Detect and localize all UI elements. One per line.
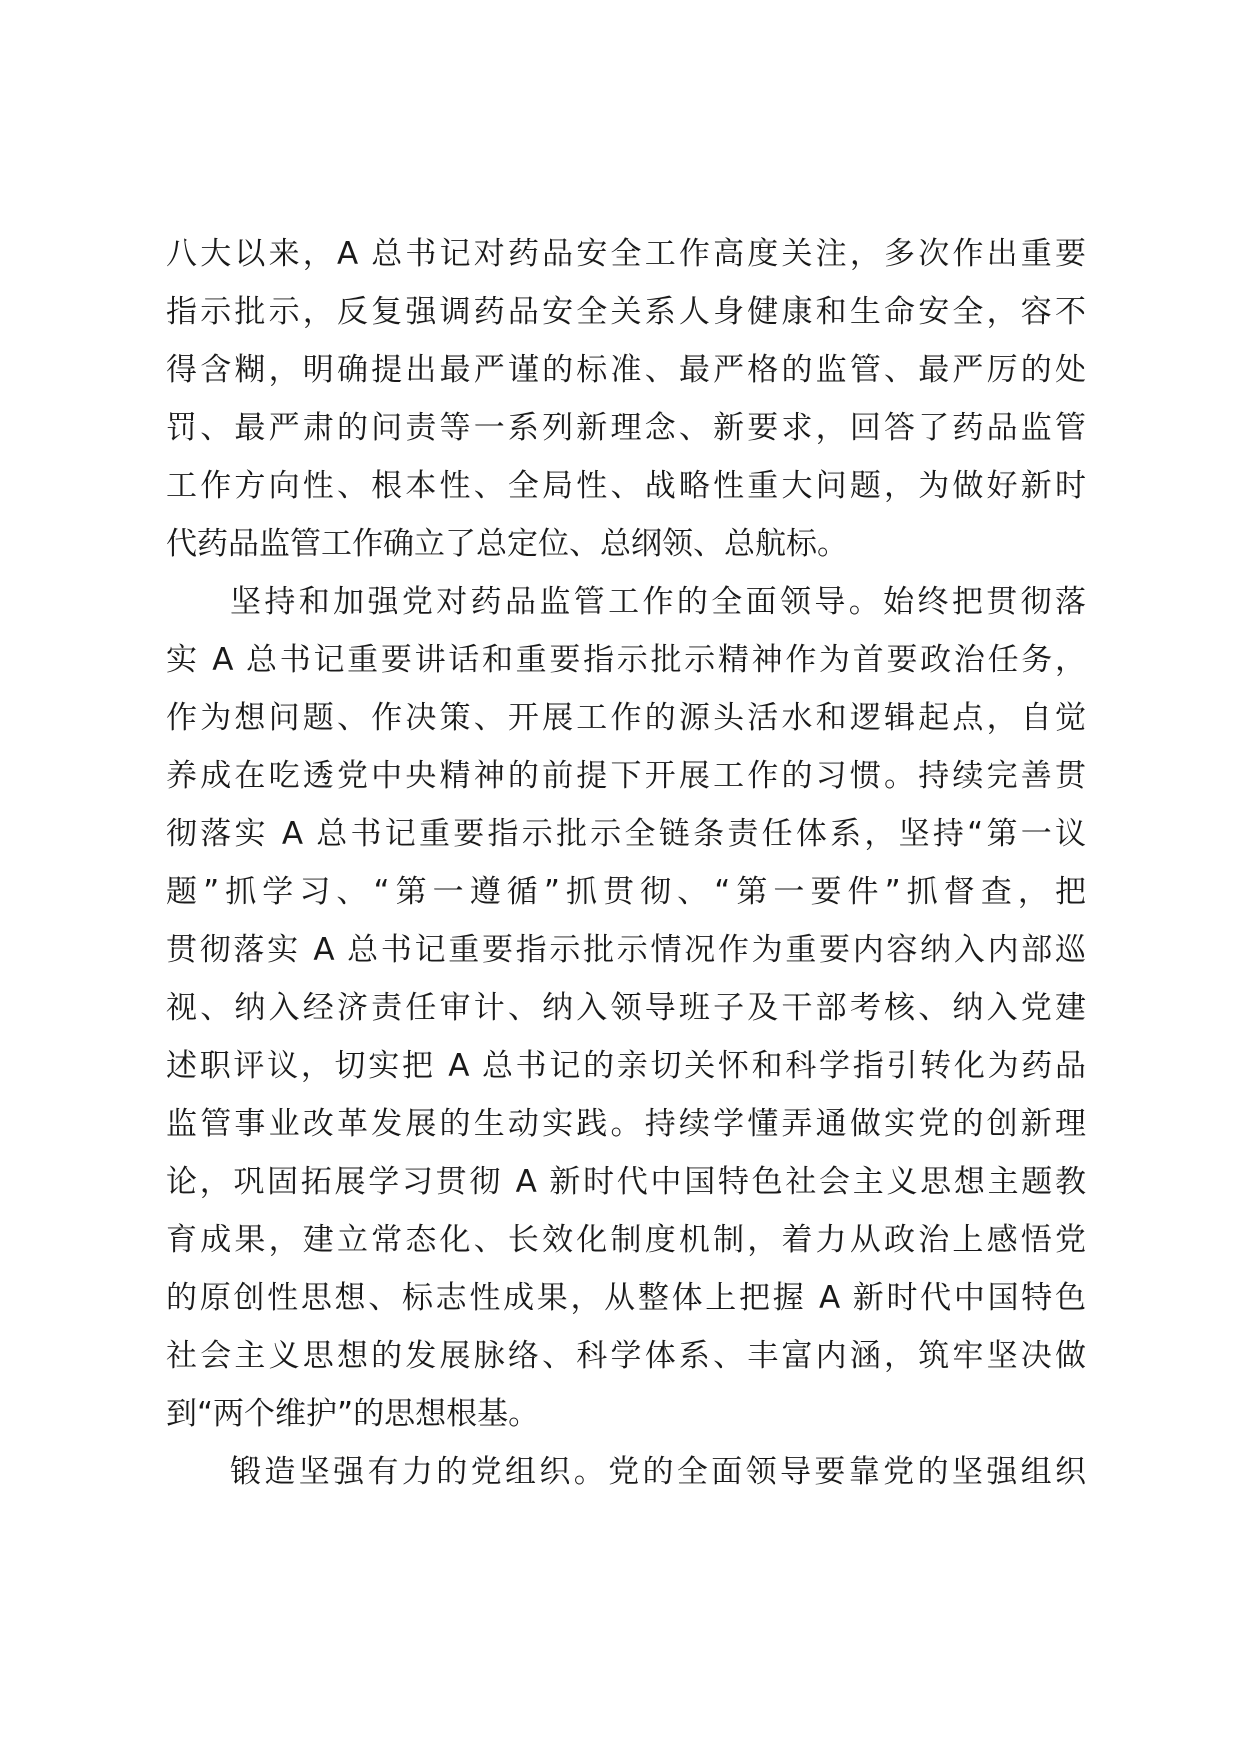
text-line: 代药品监管工作确立了总定位、总纲领、总航标。 [166,526,848,562]
text-line: 监管事业改革发展的生动实践。持续学懂弄通做实党的创新理 [166,1106,1086,1142]
text-line: 视、纳入经济责任审计、纳入领导班子及干部考核、纳入党建 [166,990,1086,1026]
text-line: 指示批示，反复强调药品安全关系人身健康和生命安全，容不 [166,294,1086,330]
text-line: 彻落实 A 总书记重要指示批示全链条责任体系，坚持“第一议 [166,816,1086,852]
text-line: 作为想问题、作决策、开展工作的源头活水和逻辑起点，自觉 [166,700,1086,736]
text-line: 得含糊，明确提出最严谨的标准、最严格的监管、最严厉的处 [166,352,1086,388]
text-line: 贯彻落实 A 总书记重要指示批示情况作为重要内容纳入内部巡 [166,932,1086,968]
text-line: 的原创性思想、标志性成果，从整体上把握 A 新时代中国特色 [166,1280,1086,1316]
text-line: 实 A 总书记重要讲话和重要指示批示精神作为首要政治任务， [166,642,1086,678]
text-line: 八大以来，A 总书记对药品安全工作高度关注，多次作出重要 [166,236,1086,272]
text-line: 养成在吃透党中央精神的前提下开展工作的习惯。持续完善贯 [166,758,1086,794]
text-line: 题”抓学习、“第一遵循”抓贯彻、“第一要件”抓督查，把 [166,874,1086,910]
paragraph-heading-line: 锻造坚强有力的党组织。党的全面领导要靠党的坚强组织 [230,1454,1086,1490]
text-line: 工作方向性、根本性、全局性、战略性重大问题，为做好新时 [166,468,1086,504]
text-line: 述职评议，切实把 A 总书记的亲切关怀和科学指引转化为药品 [166,1048,1086,1084]
text-line: 社会主义思想的发展脉络、科学体系、丰富内涵，筑牢坚决做 [166,1338,1086,1374]
text-line: 育成果，建立常态化、长效化制度机制，着力从政治上感悟党 [166,1222,1086,1258]
paragraph-heading-line: 坚持和加强党对药品监管工作的全面领导。始终把贯彻落 [230,584,1086,620]
text-line: 到“两个维护”的思想根基。 [166,1396,540,1432]
text-line: 罚、最严肃的问责等一系列新理念、新要求，回答了药品监管 [166,410,1086,446]
body-text [166,225,1086,1501]
text-line: 论，巩固拓展学习贯彻 A 新时代中国特色社会主义思想主题教 [166,1164,1086,1200]
